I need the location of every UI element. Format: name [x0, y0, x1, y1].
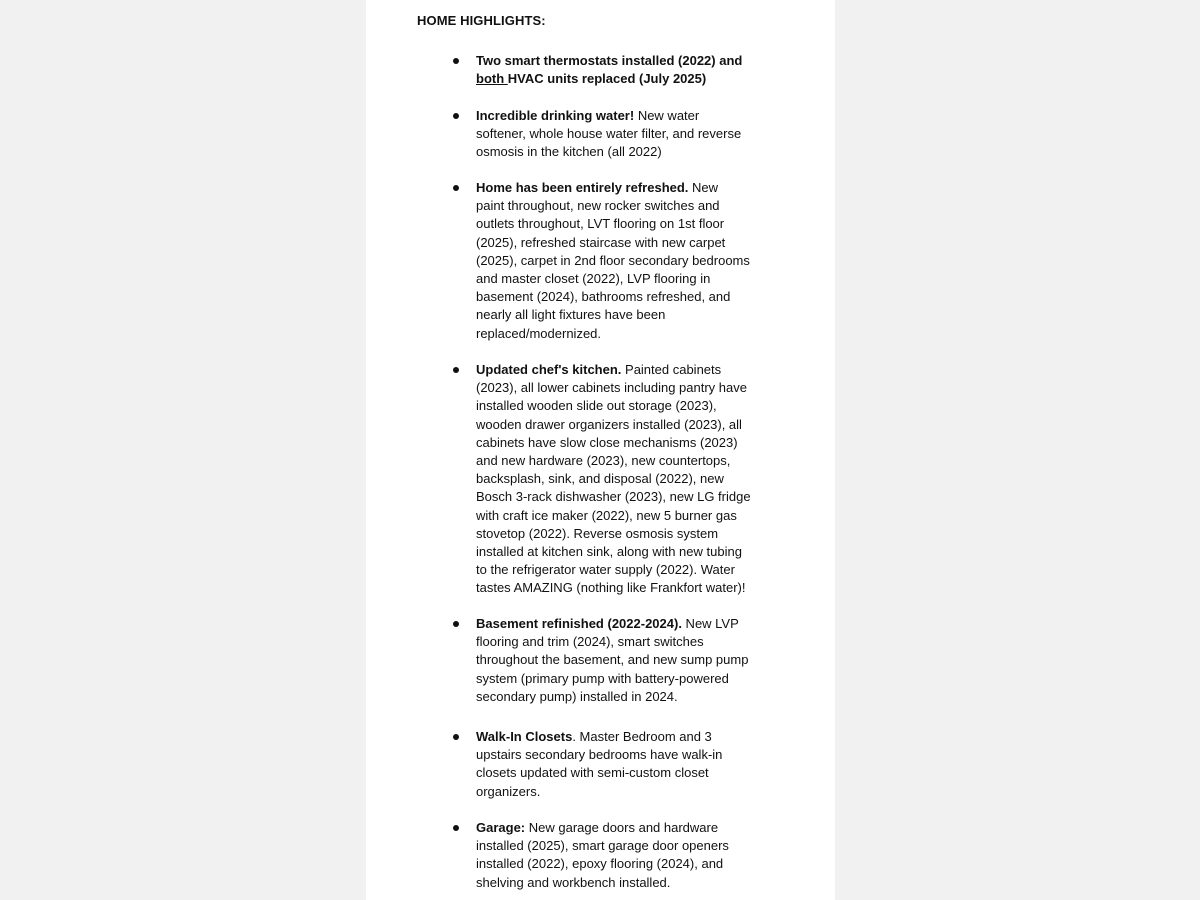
body-text: closets updated with semi-custom closet — [476, 765, 709, 781]
text-line — [476, 325, 776, 343]
text-line — [476, 179, 776, 197]
text-line — [476, 470, 776, 488]
bold-text: Garage: — [476, 820, 526, 835]
text-line — [476, 728, 776, 746]
bold-text: Walk-In Closets — [476, 729, 573, 744]
text-line — [476, 143, 776, 161]
body-text: basement (2024), bathrooms refreshed, and — [476, 289, 731, 305]
body-text: and master closet (2022), LVP flooring in — [476, 271, 711, 287]
body-text: nearly all light fixtures have been — [476, 307, 666, 323]
body-text: paint throughout, new rocker switches and — [476, 198, 720, 214]
body-text: replaced/modernized. — [476, 325, 602, 341]
body-text: tastes AMAZING (nothing like Frankfort water)! — [476, 580, 746, 596]
bold-text: Basement refinished (2022-2024). — [476, 616, 682, 631]
body-text: to the refrigerator water supply (2022). Water — [476, 562, 735, 578]
body-text: installed (2025), smart garage door openers — [476, 838, 729, 854]
page-heading: HOME HIGHLIGHTS: — [417, 13, 546, 28]
text-line — [476, 633, 776, 651]
body-text: Painted cabinets — [621, 362, 722, 377]
body-text: stovetop (2022). Reverse osmosis system — [476, 525, 719, 541]
body-text: wooden drawer organizers installed (2023), all — [476, 416, 742, 432]
bold-text: Incredible drinking water! — [476, 108, 635, 123]
text-line — [476, 125, 776, 143]
body-text: (2025), refreshed staircase with new carpet — [476, 234, 726, 250]
body-text: installed at kitchen sink, along with new tubing — [476, 544, 742, 560]
text-line — [476, 452, 776, 470]
text-line — [476, 579, 776, 597]
body-text: and new hardware (2023), new countertops, — [476, 453, 731, 469]
body-text: softener, whole house water filter, and reverse — [476, 126, 742, 142]
text-line — [476, 525, 776, 543]
bullet-dot-icon — [453, 185, 459, 191]
text-line — [476, 52, 776, 70]
highlight-text — [476, 819, 776, 892]
bold-text: Two smart thermostats installed (2022) and — [476, 53, 743, 68]
bold-text: Updated chef's kitchen. — [476, 362, 622, 377]
body-text: backsplash, sink, and disposal (2022), new — [476, 471, 724, 487]
body-text: (2025), carpet in 2nd floor secondary bedrooms — [476, 252, 750, 268]
body-text: installed (2022), epoxy flooring (2024), and — [476, 856, 724, 872]
text-line — [476, 488, 776, 506]
text-line — [476, 361, 776, 379]
body-text: New LVP — [681, 616, 739, 631]
highlight-text — [476, 728, 776, 801]
text-line — [476, 874, 776, 892]
bullet-dot-icon — [453, 367, 459, 373]
bullet-dot-icon — [453, 825, 459, 831]
text-line — [476, 746, 776, 764]
text-line — [476, 615, 776, 633]
body-text: flooring and trim (2024), smart switches — [476, 634, 704, 650]
body-text: throughout the basement, and new sump pump — [476, 652, 749, 668]
text-line — [476, 397, 776, 415]
body-text: osmosis in the kitchen (all 2022) — [476, 144, 662, 160]
bullet-dot-icon — [453, 113, 459, 119]
text-line — [476, 855, 776, 873]
text-line — [476, 379, 776, 397]
bold-text: Home has been entirely refreshed. — [476, 180, 689, 195]
document-page — [366, 0, 835, 900]
text-line — [476, 819, 776, 837]
bold-text: HVAC units replaced (July 2025) — [507, 71, 707, 87]
text-line — [476, 306, 776, 324]
body-text: (2023), all lower cabinets including pantry have — [476, 380, 747, 396]
body-text: New water — [634, 108, 700, 123]
body-text: . Master Bedroom and 3 — [572, 729, 712, 744]
text-line — [476, 70, 776, 88]
bold-text: both — [476, 71, 508, 87]
bullet-dot-icon — [453, 621, 459, 627]
body-text: shelving and workbench installed. — [476, 874, 671, 890]
bullet-dot-icon — [453, 58, 459, 64]
body-text: with craft ice maker (2022), new 5 burner gas — [476, 507, 737, 523]
text-line — [476, 688, 776, 706]
body-text: outlets throughout, LVT flooring on 1st floor — [476, 216, 725, 232]
text-line — [476, 434, 776, 452]
text-line — [476, 783, 776, 801]
body-text: system (primary pump with battery-powered — [476, 670, 729, 686]
body-text: Bosch 3-rack dishwasher (2023), new LG fridge — [476, 489, 751, 505]
text-line — [476, 651, 776, 669]
text-line — [476, 197, 776, 215]
text-line — [476, 107, 776, 125]
highlight-text — [476, 52, 776, 88]
text-line — [476, 561, 776, 579]
highlight-text — [476, 107, 776, 162]
text-line — [476, 764, 776, 782]
body-text: New garage doors and hardware — [525, 820, 719, 835]
text-line — [476, 270, 776, 288]
text-line — [476, 252, 776, 270]
body-text: secondary pump) installed in 2024. — [476, 688, 678, 704]
highlight-text — [476, 361, 776, 598]
text-line — [476, 543, 776, 561]
body-text: upstairs secondary bedrooms have walk-in — [476, 747, 723, 763]
text-line — [476, 670, 776, 688]
text-line — [476, 416, 776, 434]
body-text: cabinets have slow close mechanisms (2023) — [476, 434, 738, 450]
body-text: installed wooden slide out storage (2023), — [476, 398, 717, 414]
highlight-text — [476, 615, 776, 706]
highlight-text — [476, 179, 776, 343]
text-line — [476, 288, 776, 306]
bullet-dot-icon — [453, 734, 459, 740]
body-text: organizers. — [476, 783, 541, 799]
text-line — [476, 507, 776, 525]
text-line — [476, 215, 776, 233]
body-text: New — [688, 180, 719, 195]
text-line — [476, 837, 776, 855]
text-line — [476, 234, 776, 252]
